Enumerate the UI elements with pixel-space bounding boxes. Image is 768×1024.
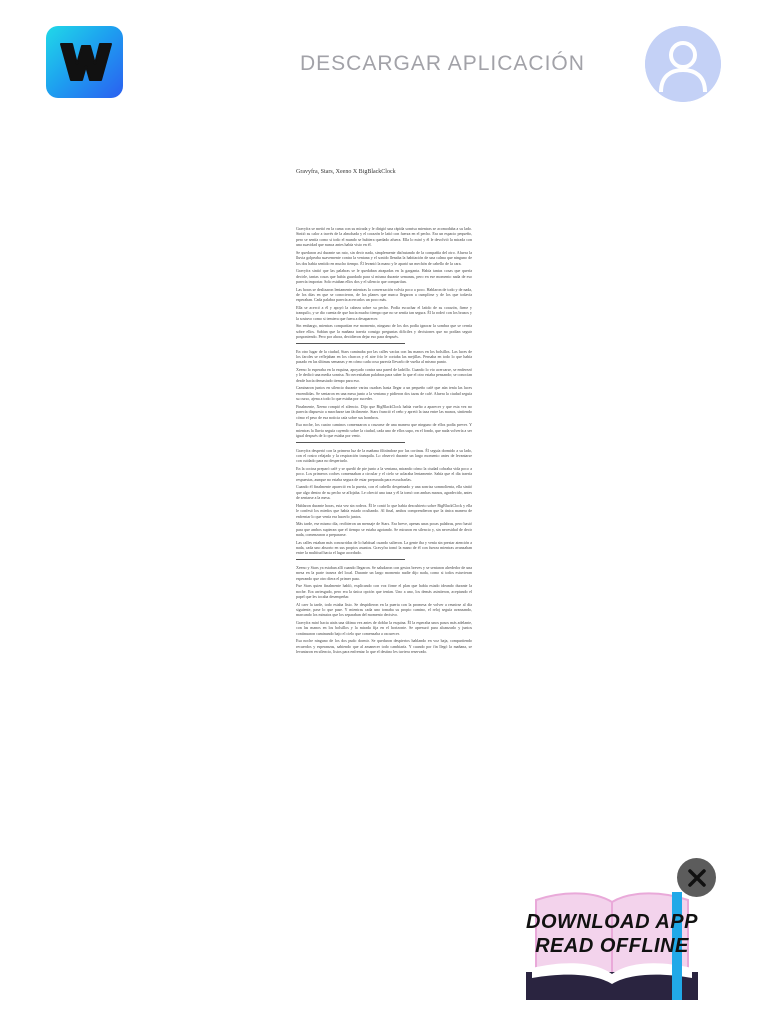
download-app-link[interactable]: DESCARGAR APLICACIÓN <box>300 52 585 75</box>
document-paragraph: Esa noche, los cuatro caminos comenzaron a cruzarse de una manera que ninguno de ellos podía prever. Y mientras la lluvia seguía cayendo sobre la ciudad, cada uno de ellos supo, en el fondo, que nada volvería a ser igual después de lo que estaba por venir. <box>296 422 472 439</box>
document-paragraph: Gravyfra miró hacia atrás una última vez antes de doblar la esquina. Él la esperaba unos pasos más adelante, con las manos en los bolsillos y la mirada fija en el horizonte. Se apresuró para alcanzarlo y juntos continuaron caminando bajo el cielo que comenzaba a oscurecer. <box>296 619 472 636</box>
document-paragraph: Ella se acercó a él y apoyó la cabeza sobre su pecho. Podía escuchar el latido de su corazón, firme y tranquilo, y se dio cuenta de que hacía mucho tiempo que no se sentía tan segura. Él la rodeó con los brazos y la sostuvo como si temiera que fuera a desaparecer. <box>296 305 472 321</box>
ad-line-download: DOWNLOAD APP <box>526 911 698 933</box>
section-divider <box>296 442 405 443</box>
document-paragraph: Xeeno y Stars ya estaban allí cuando llegaron. Se saludaron con gestos breves y se sentaron alrededor de una mesa en la parte trasera del local. Durante un largo momento nadie dijo nada, como si todos estuvieran esperando que otro diera el primer paso. <box>296 564 472 581</box>
document-paragraph: Finalmente, Xeeno rompió el silencio. Dijo que BigBlackClock había vuelto a aparecer y que esta vez no parecía dispuesto a marcharse tan fácilmente. Stars frunció el ceño y apretó la taza entre las manos, sintiendo cómo el peso de esa noticia caía sobre sus hombros. <box>296 403 472 420</box>
document-paragraph: Xeeno lo esperaba en la esquina, apoyado contra una pared de ladrillo. Cuando lo vio acercarse, se enderezó y le dedicó una media sonrisa. No necesitaban palabras para saber lo que el otro estaba pensando; se conocían desde hacía demasiado tiempo para eso. <box>296 367 472 383</box>
section-divider <box>296 559 405 560</box>
wattpad-logo-icon <box>55 36 115 88</box>
user-avatar-icon <box>645 26 721 102</box>
document-title: Gravyfra, Stars, Xeeno X BigBlackClock <box>296 169 396 175</box>
document-paragraph: Sin embargo, mientras compartían ese momento, ninguno de los dos podía ignorar la sombra que se cernía sobre ellos. Sabían que la mañana traería consigo preguntas difíciles y decisiones que no podían seguir posponiendo. Pero por ahora, decidieron dejar eso para después. <box>296 323 472 340</box>
document-paragraph: Gravyfra sintió que las palabras se le quedaban atrapadas en la garganta. Había tantas cosas que quería decirle, tantas cosas que había guardado para sí misma durante semanas, pero en ese momento nada de eso parecía importar. Solo estaban ellos dos y el silencio que compartían. <box>296 268 472 285</box>
document-body <box>296 226 472 1016</box>
document-paragraph: Gravyfra se metió en la cama con su mirada y le dirigió una rápida sonrisa mientras se acomodaba a su lado. Sintió su calor a través de la almohada y el corazón le latió con fuerza en el pecho. Era un espacio pequeño, pero se sentía como si todo el mundo se hubiera quedado afuera. Ella lo miró y él le devolvió la mirada con una suavidad que nunca antes había visto en él. <box>296 226 472 248</box>
document-paragraph: Más tarde, ese mismo día, recibieron un mensaje de Stars. Era breve, apenas unas pocas palabras, pero bastó para que ambos supieran que el tiempo se estaba agotando. Se miraron en silencio y, sin necesidad de decir nada, comenzaron a prepararse. <box>296 521 472 537</box>
wattpad-logo[interactable] <box>46 26 123 98</box>
document-paragraph: Esa noche ninguno de los dos pudo dormir. Se quedaron despiertos hablando en voz baja, compartiendo recuerdos y esperanzas, sabiendo que al amanecer todo cambiaría. Y cuando por fin llegó la mañana, se levantaron en silencio, listos para enfrentar lo que el destino les tuviera reservado. <box>296 638 472 655</box>
section-divider <box>296 343 405 344</box>
document-paragraph: Cuando él finalmente apareció en la puerta, con el cabello despeinado y una sonrisa somnolienta, ella sintió que algo dentro de su pecho se aflojaba. Le ofreció una taza y él la tomó con ambas manos, agradecido, antes de sentarse a la mesa. <box>296 484 472 501</box>
ad-line-offline: READ OFFLINE <box>535 935 689 957</box>
document-paragraph: Las horas se deslizaron lentamente mientras la conversación volvía poco a poco. Hablaron de todo y de nada, de los días en que se conocieron, de los planes que nunca llegaron a cumplirse y de los que todavía esperaban. Cada palabra parecía acercarlos un poco más. <box>296 286 472 303</box>
download-app-ad[interactable] <box>526 888 698 1000</box>
document-paragraph: En otro lugar de la ciudad, Stars caminaba por las calles vacías con las manos en los bolsillos. Las luces de los faroles se reflejaban en los charcos y el aire frío le cortaba las mejillas. Pensaba en todo lo que había pasado en las últimas semanas y en cómo cada cosa parecía llevarlo de vuelta al mismo punto. <box>296 348 472 365</box>
document-paragraph: Fue Stars quien finalmente habló, explicando con voz firme el plan que había estado ideando durante la noche. Era arriesgado, pero era la única opción que tenían. Uno a uno, los demás asintieron, aceptando el papel que les tocaba desempeñar. <box>296 583 472 599</box>
document-paragraph: En la cocina preparó café y se quedó de pie junto a la ventana, mirando cómo la ciudad cobraba vida poco a poco. Los primeros coches comenzaban a circular y el cielo se aclaraba lentamente. Sabía que el día traería respuestas, aunque no estaba segura de estar preparada para escucharlas. <box>296 465 472 482</box>
document-paragraph: Gravyfra despertó con la primera luz de la mañana filtrándose por las cortinas. Él seguía dormido a su lado, con el rostro relajado y la respiración tranquila. Lo observó durante un largo momento antes de levantarse con cuidado para no despertarlo. <box>296 447 472 464</box>
document-paragraph: Las calles estaban más concurridas de lo habitual cuando salieron. La gente iba y venía sin prestar atención a nada, cada uno absorto en sus propios asuntos. Gravyfra tomó la mano de él con fuerza mientras avanzaban entre la multitud hacia el lugar acordado. <box>296 539 472 556</box>
document-paragraph: Hablaron durante horas, esta vez sin rodeos. Él le contó lo que había descubierto sobre BigBlackClock y ella le confesó los miedos que había estado ocultando. Al final, ambos comprendieron que la única manera de enfrentar lo que venía era hacerlo juntos. <box>296 502 472 519</box>
ad-close-button[interactable] <box>677 858 716 897</box>
ad-text <box>526 910 698 958</box>
document-paragraph: Al caer la tarde, todo estaba listo. Se despidieron en la puerta con la promesa de volver a reunirse al día siguiente, pase lo que pase. Y mientras cada uno tomaba su propio camino, el reloj seguía avanzando, marcando los minutos que los separaban del momento decisivo. <box>296 601 472 618</box>
close-icon <box>686 867 708 889</box>
document-paragraph: Se quedaron así durante un rato, sin decir nada, simplemente disfrutando de la compañía del otro. Afuera la lluvia golpeaba suavemente contra la ventana y el sonido llenaba la habitación de una calma que ninguno de los dos había sentido en mucho tiempo. Él levantó la mano y le apartó un mechón de cabello de la cara. <box>296 249 472 266</box>
document-paragraph: Caminaron juntos en silencio durante varias cuadras hasta llegar a un pequeño café que aún tenía las luces encendidas. Se sentaron en una mesa junto a la ventana y pidieron dos tazas de café. Afuera la ciudad seguía su curso, ajena a todo lo que estaba por suceder. <box>296 385 472 402</box>
avatar[interactable] <box>645 26 721 102</box>
